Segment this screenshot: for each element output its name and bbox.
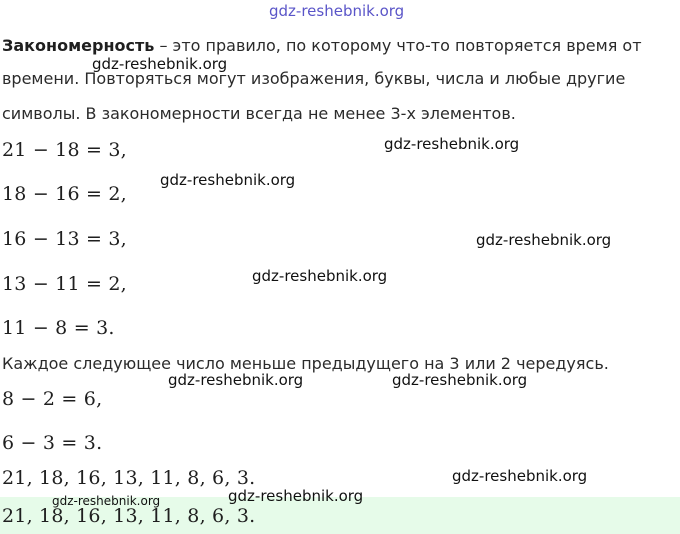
equation-1: 21 − 18 = 3, [2,139,127,161]
watermark: gdz-reshebnik.org [228,487,364,505]
watermark: gdz-reshebnik.org [476,231,612,249]
watermark: gdz-reshebnik.org [392,371,528,389]
equation-5: 11 − 8 = 3. [2,317,115,339]
definition-text-1: – это правило, по которому что-то повторяется время от [154,36,642,55]
watermark: gdz-reshebnik.org [168,371,304,389]
equation-4: 13 − 11 = 2, [2,273,127,295]
watermark: gdz-reshebnik.org [384,135,520,153]
equation-2: 18 − 16 = 2, [2,183,127,205]
watermark: gdz-reshebnik.org [252,267,388,285]
definition-line-2: времени. Повторяться могут изображения, буквы, числа и любые другие [2,69,626,88]
next-step-1: 8 − 2 = 6, [2,388,103,410]
watermark: gdz-reshebnik.org [92,55,228,73]
definition-line-1 [2,36,642,56]
site-link[interactable]: gdz-reshebnik.org [269,2,405,20]
watermark: gdz-reshebnik.org [160,171,296,189]
next-step-2: 6 − 3 = 3. [2,432,103,454]
definition-line-3: символы. В закономерности всегда не менее 3-х элементов. [2,104,516,123]
explanation-text: Каждое следующее число меньше предыдущего на 3 или 2 чередуясь. [2,354,609,373]
sequence-line: 21, 18, 16, 13, 11, 8, 6, 3. [2,467,256,489]
watermark: gdz-reshebnik.org [452,467,588,485]
equation-3: 16 − 13 = 3, [2,228,127,250]
watermark: gdz-reshebnik.org [52,494,161,508]
definition-term: Закономерность [2,36,155,55]
answer-line: 21, 18, 16, 13, 11, 8, 6, 3. [2,505,256,527]
